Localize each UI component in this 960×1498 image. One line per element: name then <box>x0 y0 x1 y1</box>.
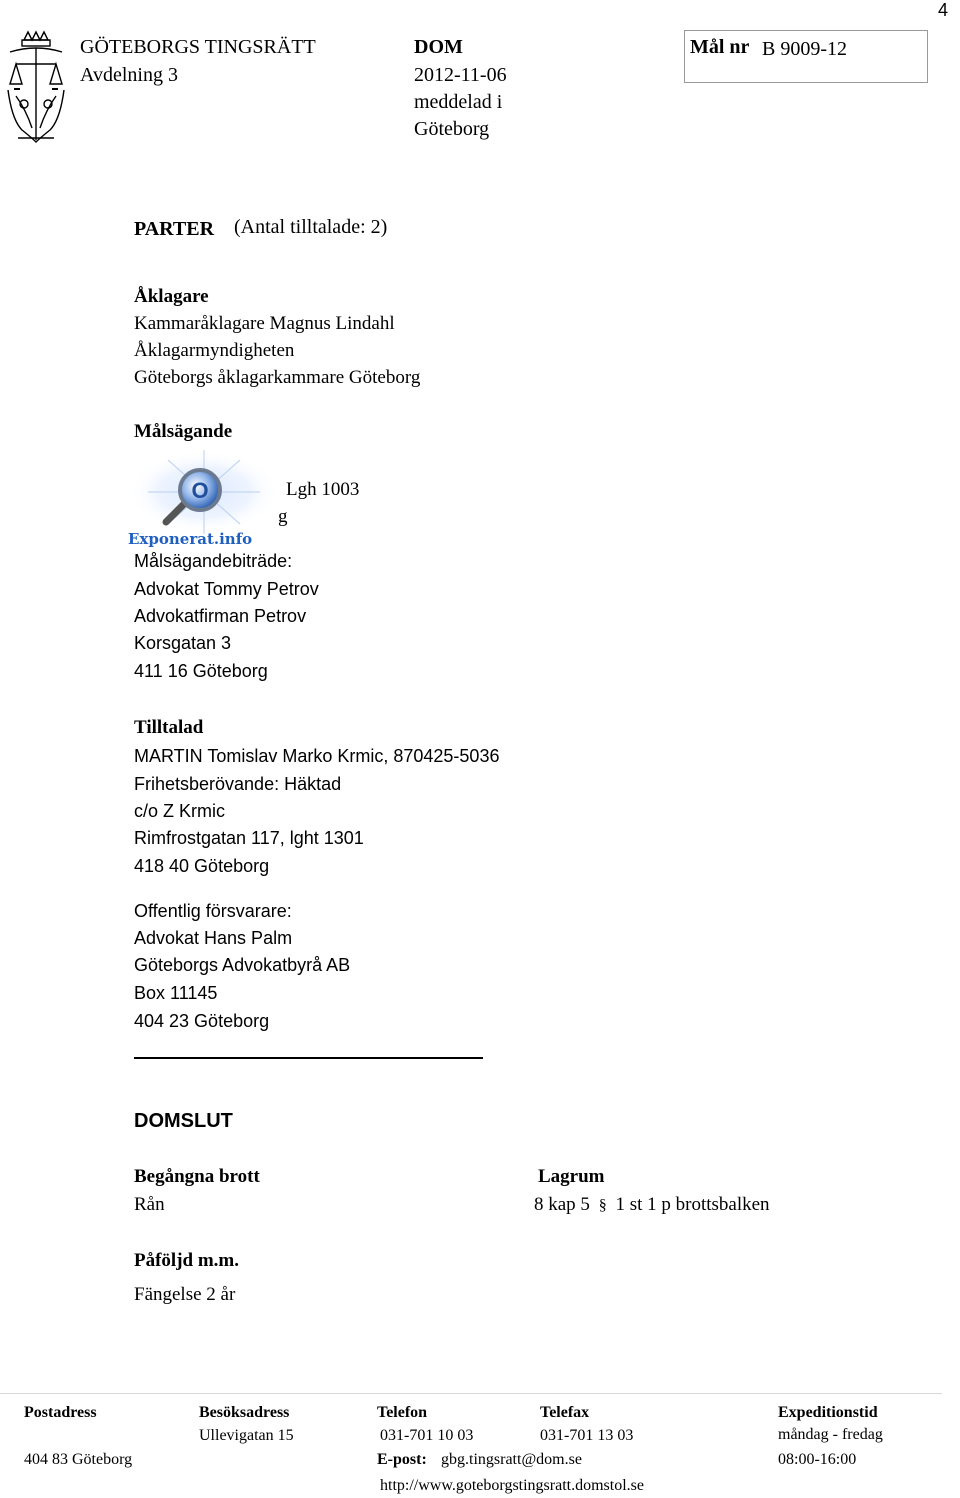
footer-phone-value: 031-701 10 03 <box>380 1427 474 1444</box>
footer-postal-label: Postadress <box>24 1404 97 1421</box>
prosecutor-line: Åklagarmyndigheten <box>134 340 295 361</box>
footer-hours-days: måndag - fredag <box>778 1426 883 1443</box>
verdict-heading: DOMSLUT <box>134 1110 233 1132</box>
magnifier-watermark-icon <box>128 450 284 536</box>
defense-counsel-label: Offentlig försvarare: <box>134 901 292 921</box>
section-sign: § <box>598 1197 607 1214</box>
defense-counsel-line: Box 11145 <box>134 983 218 1003</box>
defendant-line: c/o Z Krmic <box>134 801 226 821</box>
case-number-label: Mål nr <box>690 36 750 58</box>
footer-fax-label: Telefax <box>540 1404 590 1421</box>
plaintiff-heading: Målsägande <box>134 421 233 442</box>
prosecutor-heading: Åklagare <box>134 286 209 307</box>
defendant-line: Frihetsberövande: Häktad <box>134 774 342 794</box>
section-divider <box>134 1057 483 1059</box>
law-heading: Lagrum <box>538 1166 605 1187</box>
footer-hours-time: 08:00-16:00 <box>778 1451 857 1468</box>
sanction-value: Fängelse 2 år <box>134 1284 236 1305</box>
crimes-heading: Begångna brott <box>134 1166 260 1187</box>
case-number: B 9009-12 <box>762 38 847 60</box>
prosecutor-line: Göteborgs åklagarkammare Göteborg <box>134 367 421 388</box>
page-number: 4 <box>938 0 949 20</box>
defendant-heading: Tilltalad <box>134 717 204 738</box>
defense-counsel-line: Advokat Hans Palm <box>134 928 293 948</box>
footer-email-label: E-post: <box>377 1451 427 1468</box>
defense-counsel-line: Göteborgs Advokatbyrå AB <box>134 955 351 975</box>
footer-visit-label: Besöksadress <box>199 1404 290 1421</box>
court-division: Avdelning 3 <box>80 64 178 86</box>
plaintiff-counsel-line: Advokat Tommy Petrov <box>134 579 319 599</box>
law-chapter: 8 kap 5 <box>534 1194 590 1215</box>
footer-phone-label: Telefon <box>377 1404 428 1421</box>
parties-heading: PARTER <box>134 218 215 240</box>
announced-label: meddelad i <box>414 91 503 113</box>
parties-note: (Antal tilltalade: 2) <box>234 216 388 238</box>
document-date: 2012-11-06 <box>414 64 507 86</box>
plaintiff-counsel-line: 411 16 Göteborg <box>134 661 268 681</box>
law-paragraph: 1 st 1 p brottsbalken <box>615 1194 770 1215</box>
footer-web-link[interactable]: http://www.goteborgstingsratt.domstol.se <box>380 1477 644 1494</box>
plaintiff-counsel-line: Advokatfirman Petrov <box>134 606 307 626</box>
sanction-heading: Påföljd m.m. <box>134 1250 240 1271</box>
court-emblem-icon <box>2 30 70 150</box>
footer-visit-value: Ullevigatan 15 <box>199 1427 294 1444</box>
document-type: DOM <box>414 36 463 58</box>
footer-postal-value: 404 83 Göteborg <box>24 1451 133 1468</box>
defendant-line: MARTIN Tomislav Marko Krmic, 870425-5036 <box>134 746 500 766</box>
crime-value: Rån <box>134 1194 165 1215</box>
footer-email-link[interactable]: gbg.tingsratt@dom.se <box>441 1451 582 1468</box>
prosecutor-line: Kammaråklagare Magnus Lindahl <box>134 313 395 334</box>
announced-place: Göteborg <box>414 118 490 140</box>
defendant-line: Rimfrostgatan 117, lght 1301 <box>134 828 364 848</box>
watermark-text: Exponerat.info <box>128 530 253 548</box>
law-value <box>534 1194 770 1216</box>
plaintiff-counsel-label: Målsägandebiträde: <box>134 551 293 571</box>
plaintiff-counsel-line: Korsgatan 3 <box>134 633 232 653</box>
footer-hours-label: Expeditionstid <box>778 1404 878 1421</box>
svg-text:O: O <box>191 478 209 503</box>
court-name: GÖTEBORGS TINGSRÄTT <box>80 36 316 58</box>
plaintiff-address: Lgh 1003 <box>286 479 360 500</box>
defense-counsel-line: 404 23 Göteborg <box>134 1011 270 1031</box>
plaintiff-city-fragment: g <box>278 506 288 527</box>
footer-divider <box>0 1393 942 1394</box>
defendant-line: 418 40 Göteborg <box>134 856 270 876</box>
footer-fax-value: 031-701 13 03 <box>540 1427 634 1444</box>
